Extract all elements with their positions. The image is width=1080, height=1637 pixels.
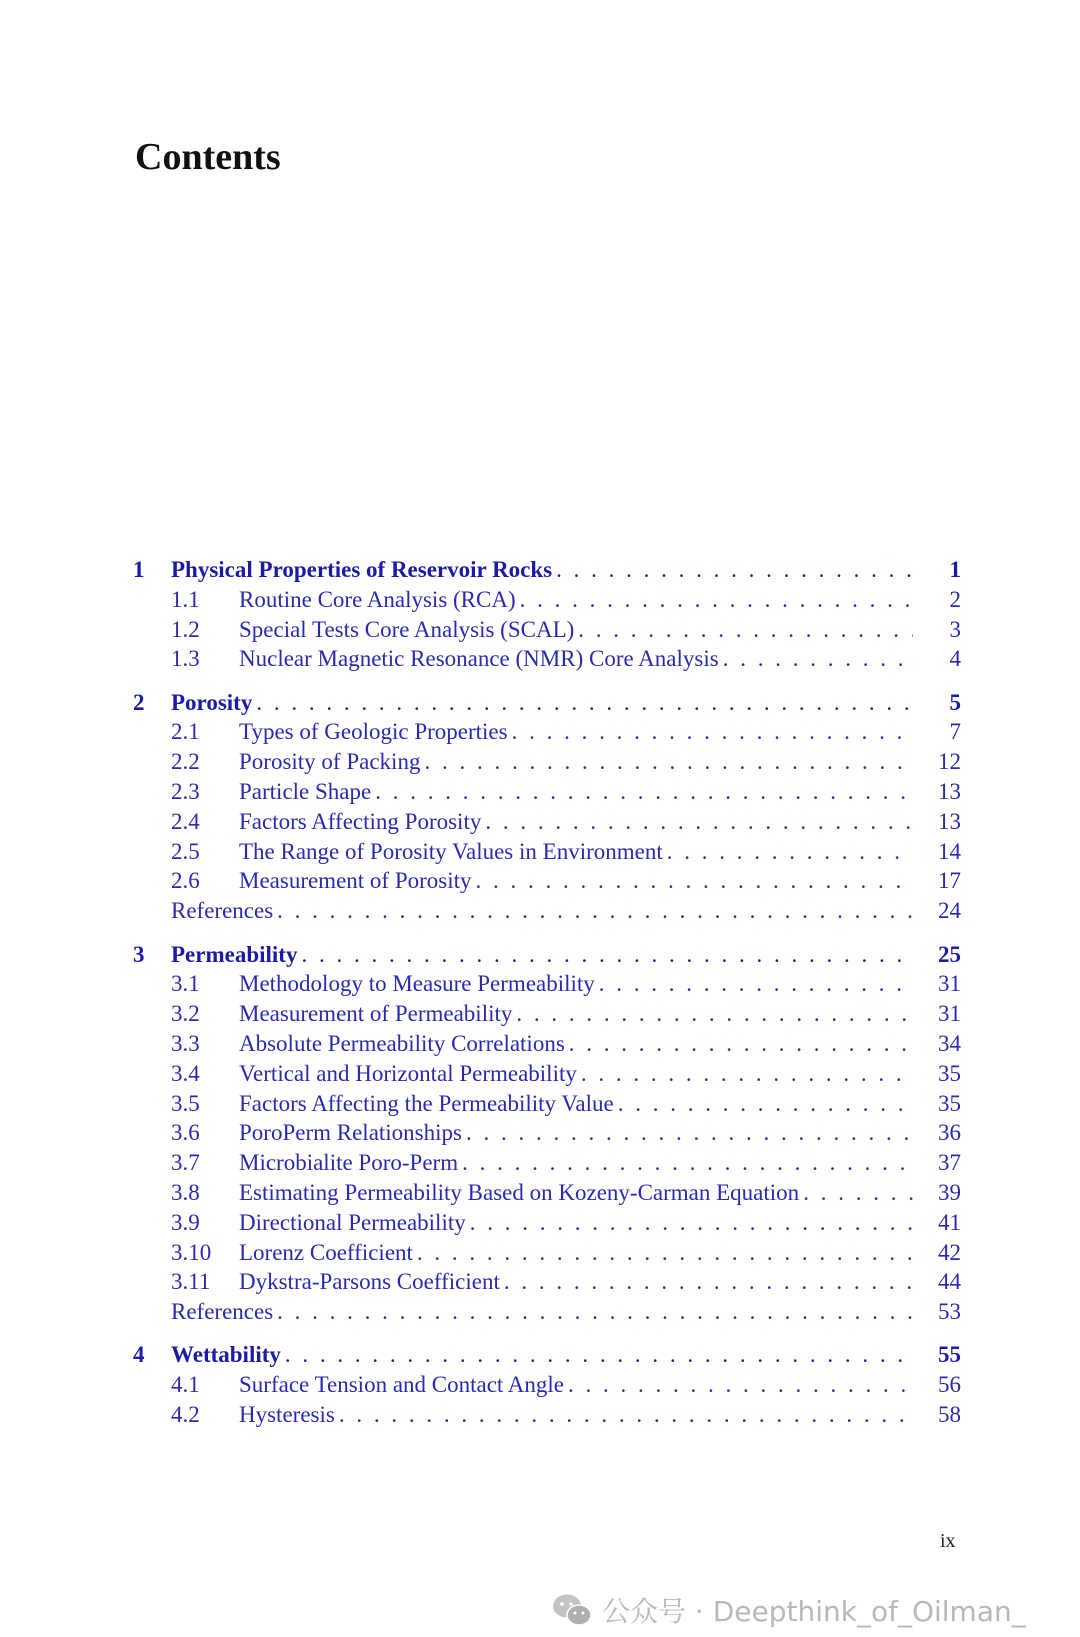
page-number: 13 (938, 808, 961, 834)
section-title: Dykstra-Parsons Coefficient (239, 1269, 500, 1295)
section-number: 1.3 (171, 646, 200, 672)
toc-section-entry[interactable] (133, 1059, 961, 1089)
section-title: Methodology to Measure Permeability (239, 971, 595, 997)
section-title: Particle Shape (239, 779, 372, 805)
page-number: 36 (938, 1120, 961, 1146)
section-number: 3.4 (171, 1060, 200, 1086)
page-number: 4 (949, 646, 961, 672)
dot-leader (574, 615, 913, 645)
toc-chapter-entry[interactable] (133, 555, 961, 585)
dot-leader (577, 1059, 913, 1089)
toc-chapter-entry[interactable] (133, 688, 961, 718)
page-number: 55 (938, 1342, 961, 1368)
page-number: 44 (938, 1269, 961, 1295)
section-number: 1.2 (171, 616, 200, 642)
toc-chapter-entry[interactable] (133, 1340, 961, 1370)
chapter-title: Porosity (171, 689, 253, 715)
toc-section-entry[interactable] (133, 1238, 961, 1268)
section-title: Factors Affecting Porosity (239, 808, 482, 834)
dot-leader (565, 1029, 913, 1059)
toc-section-entry[interactable] (133, 807, 961, 837)
section-number: 3.1 (171, 971, 200, 997)
toc-chapter (133, 555, 961, 674)
section-number: 3.9 (171, 1209, 200, 1235)
page-number: 56 (938, 1372, 961, 1398)
section-title: Estimating Permeability Based on Kozeny-Carman Equation (239, 1179, 800, 1205)
page-number: 25 (938, 941, 961, 967)
dot-leader (512, 999, 913, 1029)
toc-references-entry[interactable] (133, 1297, 961, 1327)
toc-section-entry[interactable] (133, 1148, 961, 1178)
page-number: 31 (938, 971, 961, 997)
toc-references-entry[interactable] (133, 896, 961, 926)
page-number: 31 (938, 1001, 961, 1027)
section-title: Vertical and Horizontal Permeability (239, 1060, 577, 1086)
toc-chapter (133, 940, 961, 1327)
toc-section-entry[interactable] (133, 585, 961, 615)
toc-section-entry[interactable] (133, 1029, 961, 1059)
dot-leader (564, 1370, 913, 1400)
watermark-text: 公众号 · Deepthink_of_Oilman_ (602, 1595, 1026, 1628)
dot-leader (508, 717, 913, 747)
page-number: 58 (938, 1402, 961, 1428)
toc-section-entry[interactable] (133, 1089, 961, 1119)
dot-leader (273, 896, 913, 926)
toc-section-entry[interactable] (133, 747, 961, 777)
references-title: References (171, 898, 274, 924)
dot-leader (516, 585, 913, 615)
page-number: 24 (938, 898, 961, 924)
chapter-number: 4 (133, 1342, 145, 1368)
section-title: PoroPerm Relationships (239, 1120, 462, 1146)
toc-section-entry[interactable] (133, 1178, 961, 1208)
dot-leader (462, 1118, 913, 1148)
section-number: 3.5 (171, 1090, 200, 1116)
table-of-contents (133, 555, 961, 1443)
chapter-number: 1 (133, 557, 145, 582)
section-number: 3.8 (171, 1179, 200, 1205)
dot-leader (595, 969, 913, 999)
section-number: 3.7 (171, 1150, 200, 1176)
toc-section-entry[interactable] (133, 999, 961, 1029)
section-title: The Range of Porosity Values in Environment (239, 838, 663, 864)
toc-section-entry[interactable] (133, 644, 961, 674)
page-title: Contents (135, 136, 281, 178)
section-number: 2.2 (171, 749, 200, 775)
section-number: 3.2 (171, 1001, 200, 1027)
page-number: 1 (949, 557, 961, 582)
toc-section-entry[interactable] (133, 615, 961, 645)
page-number: 41 (938, 1209, 961, 1235)
dot-leader (335, 1400, 913, 1430)
section-number: 3.6 (171, 1120, 200, 1146)
page-number: 5 (949, 689, 961, 715)
dot-leader (281, 1340, 913, 1370)
page-number: 17 (938, 868, 961, 894)
section-number: 3.3 (171, 1030, 200, 1056)
section-title: Types of Geologic Properties (239, 719, 508, 745)
dot-leader (273, 1297, 913, 1327)
toc-section-entry[interactable] (133, 1400, 961, 1430)
dot-leader (472, 866, 913, 896)
section-title: Measurement of Porosity (239, 868, 472, 894)
section-number: 2.5 (171, 838, 200, 864)
page-number: 35 (938, 1090, 961, 1116)
section-number: 3.11 (171, 1269, 211, 1295)
section-number: 2.3 (171, 779, 200, 805)
toc-section-entry[interactable] (133, 866, 961, 896)
section-title: Lorenz Coefficient (239, 1239, 413, 1265)
page-number: 7 (949, 719, 961, 745)
section-title: Surface Tension and Contact Angle (239, 1372, 564, 1398)
section-title: Special Tests Core Analysis (SCAL) (239, 616, 575, 642)
section-number: 2.1 (171, 719, 200, 745)
dot-leader (420, 747, 913, 777)
dot-leader (297, 940, 913, 970)
wechat-icon (552, 1593, 592, 1627)
section-title: Hysteresis (239, 1402, 335, 1428)
dot-leader (663, 837, 913, 867)
toc-section-entry[interactable] (133, 1208, 961, 1238)
page-folio: ix (940, 1530, 956, 1552)
chapter-title: Physical Properties of Reservoir Rocks (171, 557, 553, 582)
section-number: 2.4 (171, 808, 200, 834)
page-number: 34 (938, 1030, 961, 1056)
toc-section-entry[interactable] (133, 777, 961, 807)
toc-chapter-entry[interactable] (133, 940, 961, 970)
chapter-title: Wettability (171, 1342, 281, 1368)
dot-leader (614, 1089, 913, 1119)
page-number: 3 (949, 616, 961, 642)
toc-section-entry[interactable] (133, 1370, 961, 1400)
toc-chapter (133, 1340, 961, 1429)
section-number: 2.6 (171, 868, 200, 894)
dot-leader (466, 1208, 913, 1238)
section-number: 3.10 (171, 1239, 212, 1265)
dot-leader (413, 1238, 913, 1268)
chapter-number: 3 (133, 941, 145, 967)
section-title: Microbialite Poro-Perm (239, 1150, 459, 1176)
dot-leader (799, 1178, 913, 1208)
page-number: 42 (938, 1239, 961, 1265)
dot-leader (252, 688, 913, 718)
section-title: Nuclear Magnetic Resonance (NMR) Core Analysis (239, 646, 719, 672)
toc-chapter (133, 688, 961, 926)
section-title: Routine Core Analysis (RCA) (239, 586, 516, 612)
toc-section-entry[interactable] (133, 837, 961, 867)
toc-section-entry[interactable] (133, 1118, 961, 1148)
page-number: 37 (938, 1150, 961, 1176)
toc-section-entry[interactable] (133, 717, 961, 747)
section-title: Directional Permeability (239, 1209, 466, 1235)
page-number: 2 (949, 586, 961, 612)
page-number: 13 (938, 779, 961, 805)
chapter-title: Permeability (171, 941, 298, 967)
dot-leader (481, 807, 913, 837)
references-title: References (171, 1299, 274, 1325)
page-number: 35 (938, 1060, 961, 1086)
toc-section-entry[interactable] (133, 969, 961, 999)
section-title: Porosity of Packing (239, 749, 421, 775)
dot-leader (458, 1148, 913, 1178)
section-title: Factors Affecting the Permeability Value (239, 1090, 614, 1116)
section-title: Measurement of Permeability (239, 1001, 513, 1027)
page-number: 39 (938, 1179, 961, 1205)
dot-leader (500, 1267, 913, 1297)
page-number: 14 (938, 838, 961, 864)
section-title: Absolute Permeability Correlations (239, 1030, 565, 1056)
dot-leader (719, 644, 913, 674)
chapter-number: 2 (133, 689, 145, 715)
section-number: 4.1 (171, 1372, 200, 1398)
page-number: 53 (938, 1299, 961, 1325)
page-number: 12 (938, 749, 961, 775)
section-number: 4.2 (171, 1402, 200, 1428)
watermark (552, 1590, 1026, 1630)
toc-section-entry[interactable] (133, 1267, 961, 1297)
dot-leader (371, 777, 913, 807)
section-number: 1.1 (171, 586, 200, 612)
dot-leader (552, 555, 913, 585)
